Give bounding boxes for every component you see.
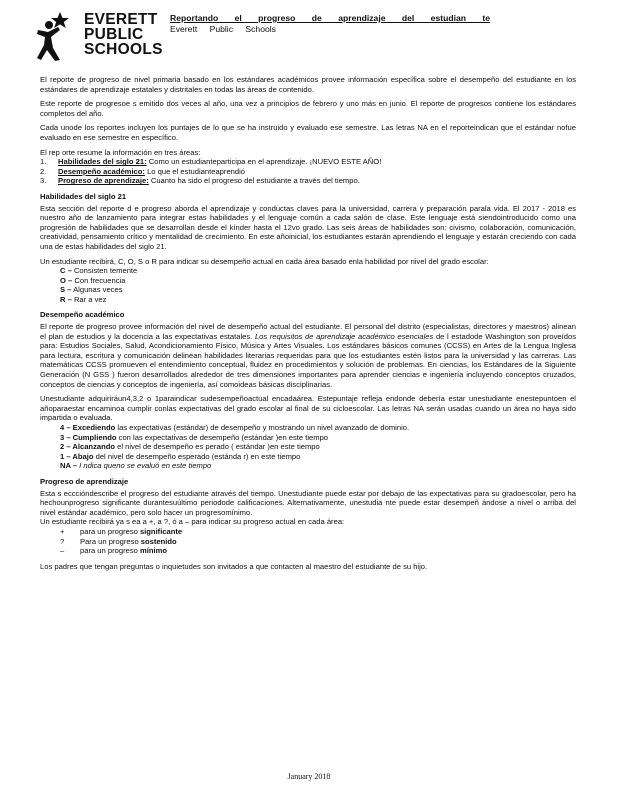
list-item — [60, 295, 576, 305]
level-name: Alcanzando — [70, 442, 116, 452]
level-text: I ndica queno se evaluó en este tiempo — [77, 461, 212, 471]
level-code: NA – — [60, 461, 78, 471]
list-item — [60, 433, 576, 443]
logo-line: PUBLIC — [84, 26, 144, 43]
level-name: Cumpliendo — [70, 432, 117, 442]
areas-list — [40, 157, 576, 186]
list-item — [60, 285, 576, 295]
mark-level: significante — [139, 526, 183, 536]
mark-level: sostenido — [140, 536, 177, 546]
logo-line: SCHOOLS — [84, 41, 163, 58]
list-item — [60, 452, 576, 462]
code-text: Con frecuencia — [72, 275, 126, 285]
district-logo — [36, 10, 166, 62]
level-code: 2 – — [60, 442, 71, 452]
mark-text: para un progreso — [80, 526, 140, 536]
report-subtitle: Everett Public Schools — [170, 24, 276, 34]
document-body — [40, 75, 576, 571]
paragraph-text: de l estadode Washington son proveídos para: Estudios Sociales, Salud, Acondicionamiento Físico, Música y Artes Visuales. Los estándares básicos comunes (CCSS) en Artes de la Lengua Inglesa para lectura, escritura y comunicación delinean habilidades literarias requeridas para que los estudiantes estén listos para la universidad y las carreras. Las matemáticas CCSS promueven el entendimiento conceptual, fluidez en procedimientos y solución de problemas. En ciencias, los Estándares de la Siguiente Generación (N GSS ) fueron desarrollados alrededor de tres dimensiones importantes para aprender ciencias e ingeniería incluyendo conceptos cruzados, conceptos de ciencias y conceptos de ingeniería, así comoideas básicas disciplinarias. — [40, 331, 576, 389]
logo-line: EVERETT — [84, 11, 158, 28]
code-text: Consisten temente — [71, 266, 138, 276]
section-paragraph — [40, 322, 576, 389]
level-text: el nivel de desempeño es perado ( estándar )en este tiempo — [115, 442, 320, 452]
level-text: del nivel de desempeño esperado (estánda r) en este tiempo — [93, 451, 301, 461]
code-label: R – — [60, 294, 72, 304]
intro-paragraph: El rep orte resume la información en tres áreas: — [40, 147, 201, 157]
level-code: 1 – — [60, 451, 71, 461]
section-paragraph: Esta sección del reporte d e progreso aborda el aprendizaje y conductas claves para la universidad, carrera y preparación parala vida. El 2017 - 2018 es nuestro año de lanzamiento para integrar estas habilidades y el lenguaje común a cada salón de clase. Este lenguaje está siendointroducido como una progresión de habilidades que se desarrollan desde el kínder hasta el 12vo grado. Las seis áreas de habilidades son: civismo, colaboración, comunicación, creatividad, pensamiento crítico y mentalidad de crecimiento. En este añoinicial, los estudiantes estarán aprendiendo el lenguaje y estarán creciendo con cada una de estas habilidades del siglo 21. — [40, 203, 576, 251]
section-paragraph: Un estudiante recibirá, C, O, S o R para indicar su desempeño actual en cada área basado enla habilidad por nivel del grado escolar: — [40, 256, 489, 266]
list-item — [60, 266, 576, 276]
section-paragraph: Esta s ecccióndescribe el progreso del estudiante através del tiempo. Unestudiante puede estar por debajo de las expectativas para su gradoescolar, pero ha hechounprogreso significante durantesuúltimo periodode calificaciones. Alternativamente, unestudia nte puede estar desempeñ ándose a nivel o arriba del nivel estándar académico, pero solo hacer un progresomínimo. — [40, 488, 576, 517]
item-text: Cuanto ha sido el progreso del estudiante a través del tiempo. — [148, 176, 360, 186]
code-label: C – — [60, 266, 72, 276]
item-label: Desempeño académico: — [58, 166, 145, 176]
level-code: 4 – Exce — [60, 423, 91, 432]
codes-list — [40, 266, 576, 304]
mark-level: mínimo — [139, 546, 167, 556]
code-label: O – — [60, 275, 73, 285]
intro-paragraph: El reporte de progreso de nivel primaria basado en los estándares académicos provee información específica sobre el desempeño del estudiante en los estándares de aprendizaje estatales y distritales en todas las áreas de contenido. — [40, 75, 576, 94]
paragraph-italic: Los requisitos de aprendizaje académico esenciales — [252, 331, 436, 341]
item-label: Habilidades del siglo 21: — [58, 157, 147, 167]
section-heading: Desempeño académico — [40, 310, 125, 320]
intro-paragraph: Cada unode los reportes incluyen los puntajes de lo que se ha instruido y evaluado ese semestre. Las letras NA en el reporteindican que el estándar nofue evaluado en ese semestre en específico. — [40, 123, 576, 142]
report-title: Reportando el progreso de aprendizaje del estudian te — [170, 13, 491, 23]
level-text: las expectativas (estándar) de desempeño y mostrando un nivel avanzado de dominio. — [115, 423, 410, 432]
list-item — [60, 527, 576, 537]
levels-list — [40, 423, 576, 471]
section-paragraph: Un estudiante recibirá ya s ea a +, a ?, ó a – para indicar su progreso actual en cada área: — [40, 517, 345, 527]
list-item — [60, 442, 576, 452]
item-label: Progreso de aprendizaje: — [58, 176, 149, 186]
list-item — [60, 537, 576, 547]
marks-list — [40, 527, 576, 556]
mark-symbol: ? — [60, 536, 65, 546]
section-paragraph: Unestudiante adquiriráun4,3,2 o 1paraindicar sudesempeñoactual encadaárea. Estepuntaje refleja endonde debería estar unestudiante enestepuntoen el añoparaestar encaminoa cumplir conlas expectativas del grado escolar al final de su cicloescolar. Las letras NA serán usadas cuando un área no haya sido impartida o evaluada. — [40, 394, 576, 423]
code-text: Rar a vez — [71, 294, 107, 304]
list-item — [60, 276, 576, 286]
item-number: 2. — [40, 166, 47, 176]
closing-paragraph: Los padres que tengan preguntas o inquietudes son invitados a que contacten al maestro del estudiante de su hijo. — [40, 561, 428, 571]
paragraph-text: El reporte de progreso provee información del nivel de desempeño actual del estudiante. El personal del distrito (especialistas, directores y maestros) alinean el plan de estudios y la docencia a las expectativas estatales. — [40, 322, 576, 341]
mark-text: para un progreso — [80, 546, 140, 556]
level-text: con las expectativas de desempeño (estándar )en este tiempo — [116, 432, 329, 442]
code-text: Algunas veces — [71, 285, 123, 295]
list-item — [40, 157, 576, 167]
section-heading: Habilidades del siglo 21 — [40, 191, 127, 201]
logo-wordmark — [84, 12, 163, 57]
list-item — [60, 461, 576, 471]
item-text: Lo que el estudianteaprendió — [144, 166, 246, 176]
item-number: 1. — [40, 157, 47, 167]
list-item — [60, 546, 576, 556]
item-number: 3. — [40, 176, 47, 186]
person-star-icon — [36, 10, 82, 62]
mark-symbol: + — [60, 526, 65, 536]
section-heading: Progreso de aprendizaje — [40, 476, 129, 486]
level-code: 3 – — [60, 432, 71, 442]
list-item — [40, 176, 576, 186]
mark-symbol: – — [60, 546, 65, 556]
level-name: Abajo — [70, 451, 94, 461]
list-item — [60, 423, 576, 433]
item-text: Como un estudianteparticipa en el aprendizaje. ¡NUEVO ESTE AÑO! — [146, 157, 382, 167]
list-item — [40, 167, 576, 177]
report-header — [170, 13, 490, 35]
code-label: S – — [60, 285, 72, 295]
mark-text: Para un progreso — [80, 536, 141, 546]
intro-paragraph: Este reporte de progresoe s emitido dos veces al año, una vez a principios de febrero y uno más en junio. El reporte de progresos contiene los estándares completos del año. — [40, 99, 576, 118]
level-name: diendo — [90, 423, 116, 432]
footer-date: January 2018 — [287, 772, 331, 781]
